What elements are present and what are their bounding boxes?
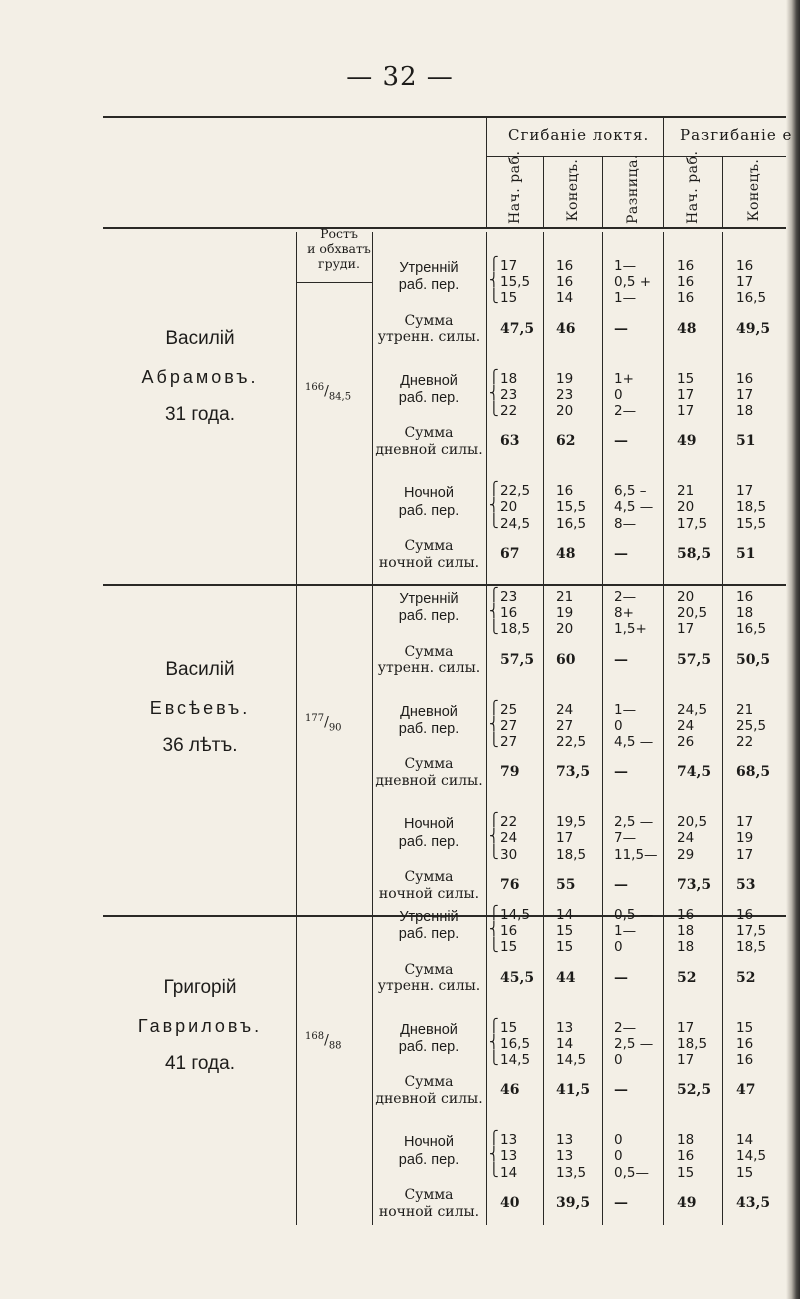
value-cell: 17	[677, 403, 695, 419]
fraction-slash: /	[324, 383, 329, 400]
value-cell: 18,5	[500, 621, 531, 638]
block-vline	[486, 563, 487, 907]
subject-name-1	[110, 658, 290, 759]
value-cell: 16	[677, 1148, 695, 1165]
sum-cell: 47,5	[500, 320, 535, 337]
rost-value: 177	[305, 713, 325, 724]
value-cell: 22	[500, 403, 518, 419]
value-cell: 15	[556, 939, 574, 956]
sum-cell: 51	[736, 545, 756, 562]
value-cell: 17	[736, 274, 754, 291]
value-cell: 13	[500, 1132, 518, 1149]
value-cell: 1—	[614, 923, 637, 940]
value-cell: 16	[556, 483, 574, 500]
value-cell: 23	[500, 589, 518, 605]
sum-cell: 60	[556, 651, 576, 668]
sum-cell: 57,5	[677, 651, 712, 668]
value-cell: 18,5	[677, 1035, 708, 1052]
value-cell: 13,5	[556, 1164, 587, 1181]
value-cell: 13	[556, 1132, 574, 1149]
value-cell: 18,5	[556, 846, 587, 863]
header-col-1: Конецъ.	[564, 158, 581, 222]
row-label-morning: Утренній раб. пер.	[398, 909, 460, 943]
header-vline	[543, 156, 544, 227]
value-cell: 16	[677, 907, 695, 923]
value-cell: 0,5 —	[614, 907, 654, 923]
row-label-day: Дневной раб. пер.	[398, 372, 460, 406]
value-cell: 16	[677, 258, 695, 274]
block-vline	[372, 232, 373, 576]
header-vline	[663, 116, 664, 227]
value-cell: 2,5 —	[614, 814, 654, 831]
value-cell: 26	[677, 734, 695, 750]
value-cell: 0,5—	[614, 1164, 649, 1181]
value-cell: 27	[556, 717, 574, 734]
value-cell: 16,5	[556, 515, 587, 532]
brace-icon: ⎧ ⎨ ⎩	[489, 1131, 499, 1179]
brace-icon: ⎧ ⎨ ⎩	[489, 906, 499, 953]
block-vline	[722, 232, 723, 576]
value-cell: 19	[736, 830, 754, 847]
row-label-night_sum: Сумма ночной силы.	[378, 868, 480, 902]
value-cell: 20	[500, 499, 518, 516]
value-cell: 4,5 —	[614, 499, 654, 516]
value-cell: 17	[736, 846, 754, 863]
sum-cell: 76	[500, 876, 520, 893]
value-cell: 18	[677, 1132, 695, 1149]
value-cell: 17	[677, 621, 695, 638]
sum-cell: 73,5	[556, 764, 591, 781]
brace-icon: ⎧ ⎨ ⎩	[489, 482, 499, 530]
last-name: Гавриловъ.	[137, 1015, 263, 1036]
value-cell: 22	[736, 734, 754, 750]
value-cell: 30	[500, 846, 518, 863]
row-label-night: Ночной раб. пер.	[398, 485, 460, 519]
value-cell: 21	[556, 589, 574, 605]
value-cell: 20,5	[677, 814, 708, 831]
value-cell: 16,5	[500, 1035, 531, 1052]
value-cell: 24,5	[677, 701, 708, 718]
value-cell: 18	[736, 403, 754, 419]
value-cell: 1+	[614, 370, 634, 387]
sum-cell: 40	[500, 1194, 520, 1211]
row-label-night_sum: Сумма ночной силы.	[378, 1186, 480, 1220]
value-cell: 0	[614, 717, 623, 734]
row-label-night_sum: Сумма ночной силы.	[378, 537, 480, 571]
header-vline	[486, 116, 487, 227]
sum-cell: 41,5	[556, 1082, 591, 1099]
sum-cell: 67	[500, 545, 520, 562]
first-name: Василій	[165, 659, 235, 680]
row-label-day: Дневной раб. пер.	[398, 1021, 460, 1055]
value-cell: 24	[677, 717, 695, 734]
value-cell: 0	[614, 386, 623, 403]
value-cell: 17	[677, 1052, 695, 1068]
row-label-day_sum: Сумма дневной силы.	[375, 1074, 483, 1107]
sum-cell: —	[614, 1194, 628, 1211]
value-cell: 1—	[614, 701, 637, 718]
sum-cell: 73,5	[677, 876, 712, 893]
value-cell: 7—	[614, 830, 637, 847]
sum-cell: 39,5	[556, 1194, 591, 1211]
value-cell: 1—	[614, 290, 637, 307]
value-cell: 27	[500, 734, 518, 750]
header-bottom-rule	[103, 227, 786, 229]
block-vline	[663, 232, 664, 576]
value-cell: 0	[614, 939, 623, 956]
sum-cell: —	[614, 545, 628, 562]
last-name: Абрамовъ.	[141, 366, 259, 387]
fraction-slash: /	[324, 1032, 329, 1049]
sum-cell: 79	[500, 764, 520, 781]
brace-icon: ⎧ ⎨ ⎩	[489, 588, 499, 635]
value-cell: 0	[614, 1148, 623, 1165]
value-cell: 17,5	[677, 515, 708, 532]
sum-cell: —	[614, 433, 628, 450]
value-cell: 14,5	[500, 907, 531, 923]
value-cell: 18	[736, 605, 754, 622]
value-cell: 16	[556, 274, 574, 291]
header-col-4: Конецъ.	[746, 158, 762, 222]
value-cell: 18,5	[736, 499, 767, 516]
sum-cell: 62	[556, 433, 576, 450]
block-vline	[372, 881, 373, 1225]
value-cell: 16	[677, 274, 695, 291]
value-cell: 8+	[614, 605, 634, 622]
row-label-night: Ночной раб. пер.	[398, 1134, 460, 1168]
value-cell: 16,5	[736, 621, 767, 638]
value-cell: 23	[556, 386, 574, 403]
header-group-flexion: Сгибаніе локтя.	[508, 126, 650, 144]
sum-cell: —	[614, 969, 628, 986]
value-cell: 24	[556, 701, 574, 718]
row-label-morning_sum: Сумма утренн. силы.	[377, 961, 481, 995]
value-cell: 27	[500, 717, 518, 734]
value-cell: 18	[500, 370, 518, 387]
value-cell: 16	[736, 589, 754, 605]
value-cell: 20	[677, 589, 695, 605]
value-cell: 2—	[614, 1019, 637, 1036]
sum-cell: 48	[677, 320, 697, 337]
header-col-3: Нач. раб.	[684, 150, 701, 224]
value-cell: 15	[677, 370, 695, 387]
header-vline	[722, 156, 723, 227]
sum-cell: 52	[736, 969, 756, 986]
value-cell: 23	[500, 386, 518, 403]
block-separator	[103, 584, 786, 586]
row-label-night: Ночной раб. пер.	[398, 816, 460, 850]
value-cell: 21	[736, 701, 754, 718]
value-cell: 13	[500, 1148, 518, 1165]
value-cell: 16	[736, 907, 754, 923]
chest-value: 88	[328, 1040, 342, 1052]
value-cell: 14	[500, 1164, 518, 1181]
row-label-day_sum: Сумма дневной силы.	[375, 756, 483, 789]
value-cell: 14	[556, 1035, 574, 1052]
value-cell: 2—	[614, 403, 637, 419]
sum-cell: —	[614, 764, 628, 781]
value-cell: 19,5	[556, 814, 587, 831]
value-cell: 14	[556, 290, 574, 307]
block-vline	[602, 563, 603, 907]
value-cell: 17	[736, 386, 754, 403]
value-cell: 0	[614, 1132, 623, 1149]
block-vline	[296, 563, 297, 907]
value-cell: 15	[556, 923, 574, 940]
chest-value: 90	[328, 722, 342, 734]
value-cell: 1—	[614, 258, 637, 274]
rost-fraction-0	[305, 382, 351, 402]
value-cell: 2—	[614, 589, 637, 605]
row-label-day: Дневной раб. пер.	[398, 703, 460, 737]
value-cell: 0	[614, 1052, 623, 1068]
rost-value: 168	[305, 1031, 325, 1042]
block-vline	[543, 881, 544, 1225]
value-cell: 13	[556, 1148, 574, 1165]
row-label-morning_sum: Сумма утренн. силы.	[377, 312, 481, 346]
sum-cell: 49	[677, 433, 697, 450]
brace-icon: ⎧ ⎨ ⎩	[489, 369, 499, 417]
block-vline	[486, 232, 487, 576]
age: 41 года.	[164, 1053, 235, 1075]
sum-cell: 44	[556, 969, 576, 986]
table-top-rule	[103, 116, 786, 118]
value-cell: 20	[556, 621, 574, 638]
value-cell: 2,5 —	[614, 1035, 654, 1052]
value-cell: 16	[500, 923, 518, 940]
brace-icon: ⎧ ⎨ ⎩	[489, 257, 499, 304]
value-cell: 14,5	[556, 1052, 587, 1068]
header-col-2: Разница.	[624, 154, 641, 224]
value-cell: 20,5	[677, 605, 708, 622]
value-cell: 14,5	[736, 1148, 767, 1165]
value-cell: 16,5	[736, 290, 767, 307]
value-cell: 16	[736, 1035, 754, 1052]
value-cell: 20	[556, 403, 574, 419]
block-vline	[543, 563, 544, 907]
sum-cell: 46	[556, 320, 576, 337]
row-label-morning: Утренній раб. пер.	[398, 591, 460, 625]
value-cell: 24	[500, 830, 518, 847]
value-cell: 22,5	[556, 734, 587, 750]
last-name: Евсѣевъ.	[149, 697, 251, 718]
block-vline	[296, 232, 297, 576]
value-cell: 24,5	[500, 515, 531, 532]
subject-name-2	[110, 976, 290, 1077]
block-vline	[663, 881, 664, 1225]
first-name: Василій	[165, 328, 235, 349]
value-cell: 15,5	[736, 515, 767, 532]
value-cell: 17	[736, 814, 754, 831]
sum-cell: 43,5	[736, 1194, 771, 1211]
brace-icon: ⎧ ⎨ ⎩	[489, 700, 499, 748]
block-vline	[663, 563, 664, 907]
value-cell: 16	[677, 290, 695, 307]
sum-cell: 74,5	[677, 764, 712, 781]
value-cell: 17	[556, 830, 574, 847]
block-vline	[602, 881, 603, 1225]
value-cell: 16	[736, 258, 754, 274]
value-cell: 8—	[614, 515, 637, 532]
sum-cell: —	[614, 651, 628, 668]
sum-cell: 58,5	[677, 545, 712, 562]
value-cell: 17	[736, 483, 754, 500]
fraction-slash: /	[324, 714, 329, 731]
value-cell: 17	[677, 1019, 695, 1036]
value-cell: 15	[677, 1164, 695, 1181]
block-vline	[722, 881, 723, 1225]
sum-cell: —	[614, 876, 628, 893]
header-group-extension: Разгибаніе е	[680, 126, 793, 144]
value-cell: 18	[677, 939, 695, 956]
value-cell: 25,5	[736, 717, 767, 734]
sum-cell: 52,5	[677, 1082, 712, 1099]
rost-label: Ростъ и обхватъ груди.	[307, 226, 371, 271]
subject-name-0	[110, 327, 290, 428]
value-cell: 17,5	[736, 923, 767, 940]
block-vline	[296, 881, 297, 1225]
value-cell: 17	[500, 258, 518, 274]
rost-fraction-2	[305, 1031, 342, 1051]
sum-cell: 50,5	[736, 651, 771, 668]
rost-fraction-1	[305, 713, 342, 733]
first-name: Григорій	[163, 977, 237, 998]
value-cell: 15	[500, 1019, 518, 1036]
sum-cell: 48	[556, 545, 576, 562]
page-edge-shadow	[786, 0, 800, 1299]
value-cell: 14,5	[500, 1052, 531, 1068]
sum-cell: 51	[736, 433, 756, 450]
sum-cell: 45,5	[500, 969, 535, 986]
value-cell: 14	[556, 907, 574, 923]
rost-label-rule	[296, 282, 372, 283]
block-vline	[602, 232, 603, 576]
value-cell: 15,5	[556, 499, 587, 516]
sum-cell: 57,5	[500, 651, 535, 668]
value-cell: 17	[677, 386, 695, 403]
value-cell: 18	[677, 923, 695, 940]
brace-icon: ⎧ ⎨ ⎩	[489, 1018, 499, 1066]
value-cell: 15,5	[500, 274, 531, 291]
block-vline	[372, 563, 373, 907]
age: 36 лѣтъ.	[162, 735, 238, 757]
value-cell: 15	[500, 290, 518, 307]
value-cell: 0,5 +	[614, 274, 652, 291]
sum-cell: —	[614, 1082, 628, 1099]
sum-cell: —	[614, 320, 628, 337]
value-cell: 15	[500, 939, 518, 956]
value-cell: 24	[677, 830, 695, 847]
row-label-morning_sum: Сумма утренн. силы.	[377, 643, 481, 677]
value-cell: 14	[736, 1132, 754, 1149]
value-cell: 16	[736, 370, 754, 387]
value-cell: 4,5 —	[614, 734, 654, 750]
sum-cell: 55	[556, 876, 576, 893]
value-cell: 15	[736, 1019, 754, 1036]
value-cell: 11,5—	[614, 846, 658, 863]
value-cell: 6,5 –	[614, 483, 647, 500]
header-col-0: Нач. раб.	[506, 150, 523, 224]
value-cell: 21	[677, 483, 695, 500]
sum-cell: 47	[736, 1082, 756, 1099]
header-vline	[602, 156, 603, 227]
sum-cell: 52	[677, 969, 697, 986]
value-cell: 22,5	[500, 483, 531, 500]
sum-cell: 49,5	[736, 320, 771, 337]
brace-icon: ⎧ ⎨ ⎩	[489, 813, 499, 861]
sum-cell: 63	[500, 433, 520, 450]
value-cell: 19	[556, 370, 574, 387]
row-label-day_sum: Сумма дневной силы.	[375, 425, 483, 458]
value-cell: 16	[736, 1052, 754, 1068]
block-vline	[543, 232, 544, 576]
chest-value: 84,5	[328, 391, 352, 403]
value-cell: 15	[736, 1164, 754, 1181]
age: 31 года.	[164, 404, 235, 426]
value-cell: 22	[500, 814, 518, 831]
value-cell: 16	[556, 258, 574, 274]
value-cell: 18,5	[736, 939, 767, 956]
value-cell: 29	[677, 846, 695, 863]
page-number: — 32 —	[346, 62, 454, 92]
block-vline	[722, 563, 723, 907]
block-vline	[486, 881, 487, 1225]
value-cell: 13	[556, 1019, 574, 1036]
value-cell: 19	[556, 605, 574, 622]
value-cell: 16	[500, 605, 518, 622]
sum-cell: 49	[677, 1194, 697, 1211]
sum-cell: 46	[500, 1082, 520, 1099]
row-label-morning: Утренній раб. пер.	[398, 260, 460, 294]
value-cell: 20	[677, 499, 695, 516]
rost-value: 166	[305, 382, 325, 393]
sum-cell: 68,5	[736, 764, 771, 781]
value-cell: 1,5+	[614, 621, 647, 638]
value-cell: 25	[500, 701, 518, 718]
sum-cell: 53	[736, 876, 756, 893]
